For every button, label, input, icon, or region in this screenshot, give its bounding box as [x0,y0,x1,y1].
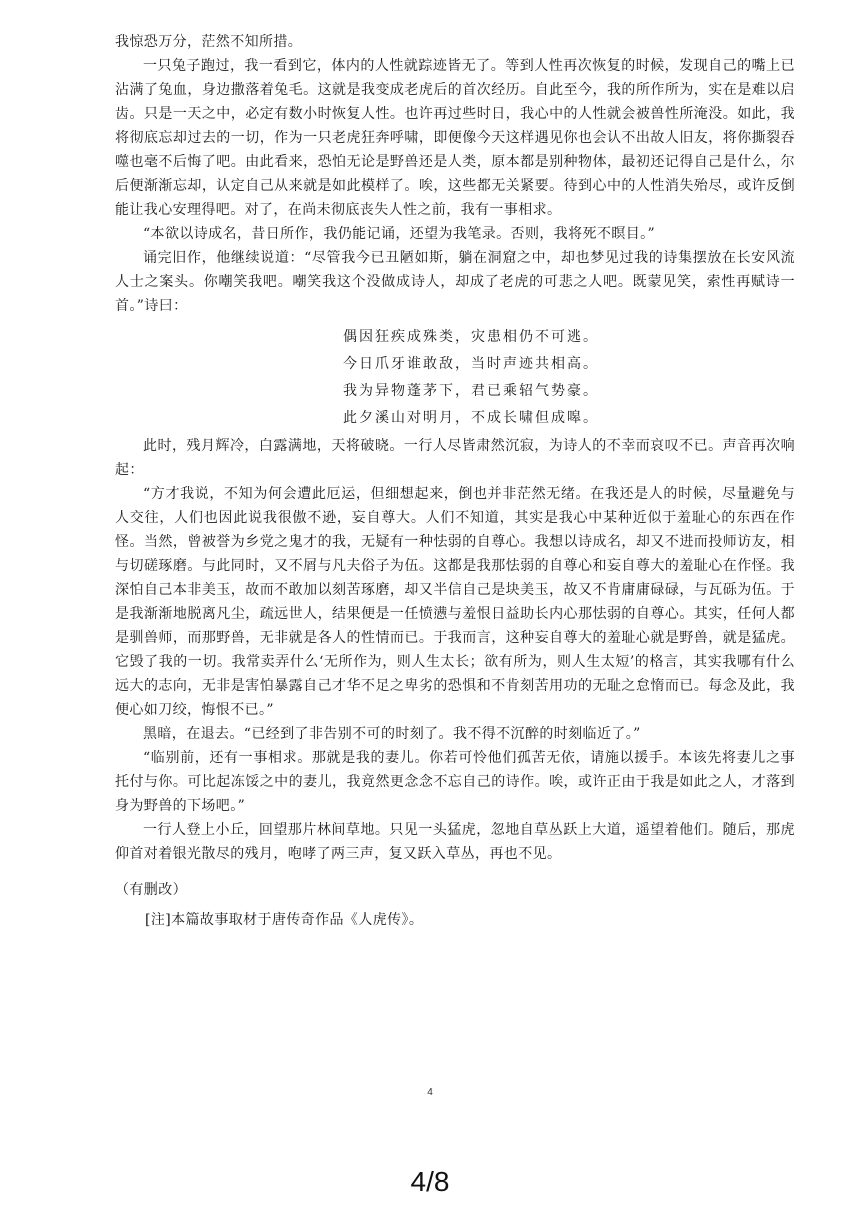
poem-line: 此夕溪山对明月，不成长啸但成嗥。 [343,410,599,426]
poem-line: 今日爪牙谁敢敌，当时声迹共相高。 [343,356,599,372]
paragraph: “临别前，还有一事相求。那就是我的妻儿。你若可怜他们孤苦无依，请施以援手。本该先将妻儿之事托付与你。可比起冻馁之中的妻儿，我竟然更念念不忘自己的诗作。唉，或许正由于我是如此之人，才落到身为野兽的下场吧。” [115,750,795,814]
source-note: （有删改） [115,882,187,898]
article-body [115,30,795,932]
paragraph: 此时，残月辉冷，白露满地，天将破晓。一行人尽皆肃然沉寂，为诗人的不幸而哀叹不已。声音再次响起： [115,438,795,478]
footnote: [注]本篇故事取材于唐传奇作品《人虎传》。 [145,912,424,928]
poem-line: 我为异物蓬茅下，君已乘轺气势豪。 [343,383,599,399]
paragraph: “本欲以诗成名，昔日所作，我仍能记诵，还望为我笔录。否则，我将死不瞑目。” [143,226,656,242]
page-counter: 4/8 [410,1166,450,1197]
poem [115,324,795,432]
page-number: 4 [427,1087,433,1098]
paragraph: 诵完旧作，他继续说道：“尽管我今已丑陋如斯，躺在洞窟之中，却也梦见过我的诗集摆放在长安风流人士之案头。你嘲笑我吧。嘲笑我这个没做成诗人，却成了老虎的可悲之人吧。既蒙见笑，索性再赋诗一首。”诗曰： [115,250,795,314]
paragraph: 一行人登上小丘，回望那片林间草地。只见一头猛虎，忽地自草丛跃上大道，遥望着他们。随后，那虎仰首对着银光散尽的残月，咆哮了两三声，复又跃入草丛，再也不见。 [115,822,795,862]
paragraph: 一只兔子跑过，我一看到它，体内的人性就踪迹皆无了。等到人性再次恢复的时候，发现自己的嘴上已沾满了兔血，身边撒落着兔毛。这就是我变成老虎后的首次经历。自此至今，我的所作所为，实在是难以启齿。只是一天之中，必定有数小时恢复人性。也许再过些时日，我心中的人性就会被兽性所淹没。如此，我将彻底忘却过去的一切，作为一只老虎狂奔呼啸，即便像今天这样遇见你也会认不出故人旧友，将你撕裂吞噬也毫不后悔了吧。由此看来，恐怕无论是野兽还是人类，原本都是别种物体，最初还记得自己是什么，尔后便渐渐忘却，认定自己从来就是如此模样了。唉，这些都无关紧要。待到心中的人性消失殆尽，或许反倒能让我心安理得吧。对了，在尚未彻底丧失人性之前，我有一事相求。 [115,58,795,218]
poem-line: 偶因狂疾成殊类，灾患相仍不可逃。 [343,329,599,345]
paragraph: 我惊恐万分，茫然不知所措。 [115,34,303,50]
paragraph: “方才我说，不知为何会遭此厄运，但细想起来，倒也并非茫然无绪。在我还是人的时候，尽量避免与人交往，人们也因此说我很傲不逊，妄自尊大。人们不知道，其实是我心中某种近似于羞耻心的东西在作怪。当然，曾被誉为乡党之鬼才的我，无疑有一种怯弱的自尊心。我想以诗成名，却又不进而投师访友，相与切磋琢磨。与此同时，又不屑与凡夫俗子为伍。这都是我那怯弱的自尊心和妄自尊大的羞耻心在作怪。我深怕自己本非美玉，故而不敢加以刻苦琢磨，却又半信自己是块美玉，故又不肯庸庸碌碌，与瓦砾为伍。于是我渐渐地脱离凡尘，疏远世人，结果便是一任愤懑与羞恨日益助长内心那怯弱的自尊心。其实，任何人都是驯兽师，而那野兽，无非就是各人的性情而已。于我而言，这种妄自尊大的羞耻心就是野兽，就是猛虎。它毁了我的一切。我常卖弄什么‘无所作为，则人生太长；欲有所为，则人生太短’的格言，其实我哪有什么远大的志向，无非是害怕暴露自己才华不足之卑劣的恐惧和不肯刻苦用功的无耻之怠惰而已。每念及此，我便心如刀绞，悔恨不已。” [115,486,795,718]
paragraph: 黑暗，在退去。“已经到了非告别不可的时刻了。我不得不沉醉的时刻临近了。” [143,726,641,742]
